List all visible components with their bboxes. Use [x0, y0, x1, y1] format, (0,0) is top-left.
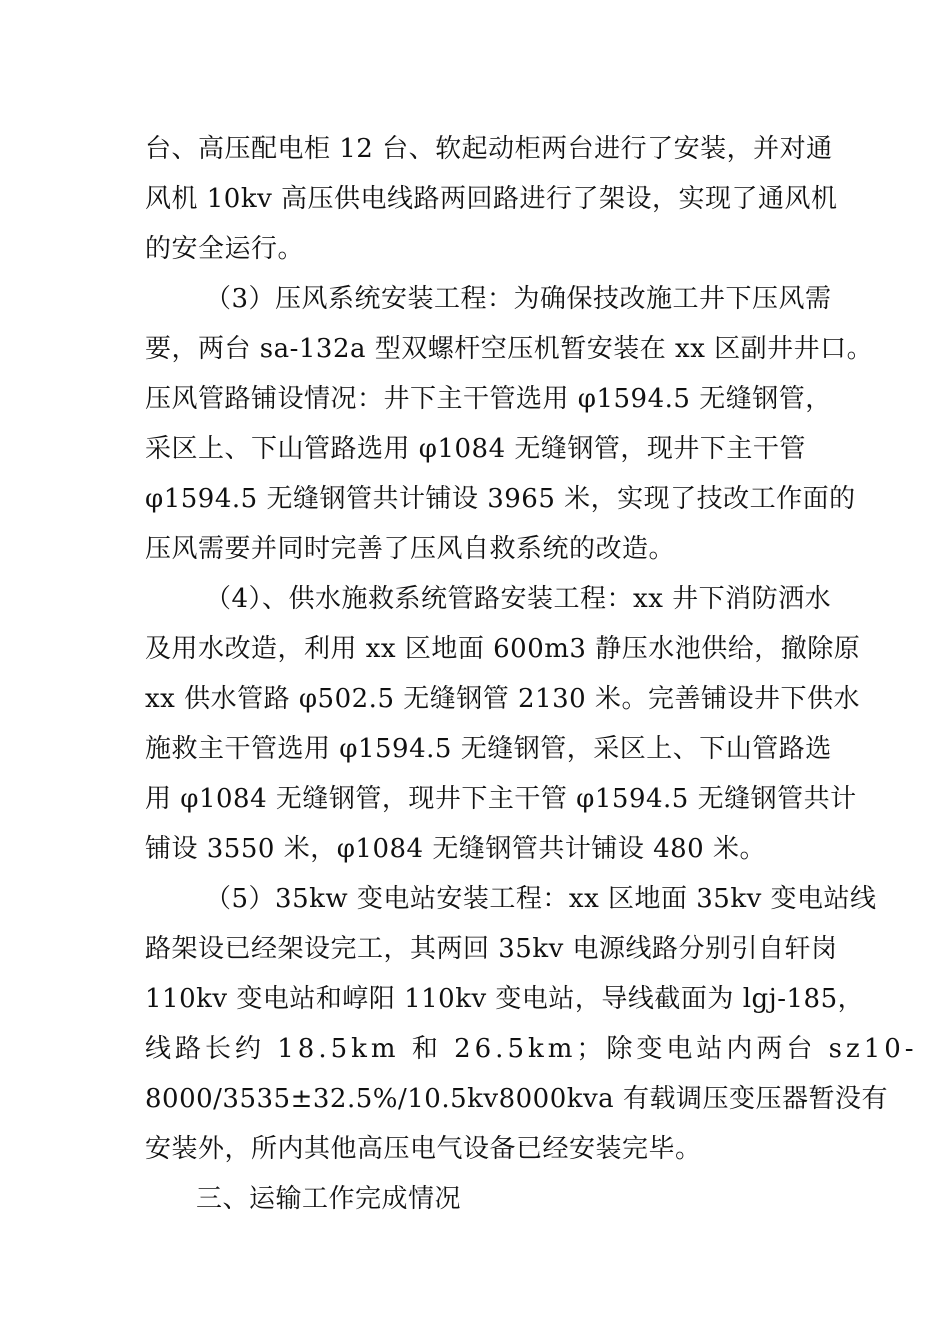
paragraph-line: 8000/3535±32.5%/10.5kv8000kva 有载调压变压器暂没有 [145, 1084, 888, 1114]
paragraph-line: 110kv 变电站和崞阳 110kv 变电站，导线截面为 lgj-185， [145, 984, 865, 1014]
paragraph-line: 的安全运行。 [145, 234, 305, 264]
paragraph-line: 压风管路铺设情况：井下主干管选用 φ1594.5 无缝钢管， [145, 384, 832, 414]
paragraph-line: 及用水改造，利用 xx 区地面 600m3 静压水池供给，撤除原 [145, 634, 861, 664]
paragraph-line: （3）压风系统安装工程：为确保技改施工井下压风需 [205, 284, 832, 314]
paragraph-line: 安装外，所内其他高压电气设备已经安装完毕。 [145, 1134, 702, 1164]
paragraph-line: 采区上、下山管路选用 φ1084 无缝钢管，现井下主干管 [145, 434, 806, 464]
paragraph-line: 路架设已经架设完工，其两回 35kv 电源线路分别引自轩岗 [145, 934, 838, 964]
paragraph-line: 用 φ1084 无缝钢管，现井下主干管 φ1594.5 无缝钢管共计 [145, 784, 857, 814]
paragraph-line: 压风需要并同时完善了压风自救系统的改造。 [145, 534, 676, 564]
paragraph-line: 风机 10kv 高压供电线路两回路进行了架设，实现了通风机 [145, 184, 838, 214]
paragraph-line: 台、高压配电柜 12 台、软起动柜两台进行了安装，并对通 [145, 134, 833, 164]
section-heading: 三、运输工作完成情况 [196, 1184, 462, 1214]
paragraph-line: 铺设 3550 米，φ1084 无缝钢管共计铺设 480 米。 [145, 834, 766, 864]
paragraph-line: 线路长约 18.5km 和 26.5km；除变电站内两台 sz10- [145, 1034, 918, 1064]
paragraph-line: xx 供水管路 φ502.5 无缝钢管 2130 米。完善铺设井下供水 [145, 684, 860, 714]
paragraph-line: （4）、供水施救系统管路安装工程：xx 井下消防洒水 [205, 584, 832, 614]
paragraph-line: 施救主干管选用 φ1594.5 无缝钢管，采区上、下山管路选 [145, 734, 832, 764]
paragraph-line: φ1594.5 无缝钢管共计铺设 3965 米，实现了技改工作面的 [145, 484, 856, 514]
paragraph-line: 要，两台 sa-132a 型双螺杆空压机暂安装在 xx 区副井井口。 [145, 334, 874, 364]
paragraph-line: （5）35kw 变电站安装工程：xx 区地面 35kv 变电站线 [205, 884, 877, 914]
